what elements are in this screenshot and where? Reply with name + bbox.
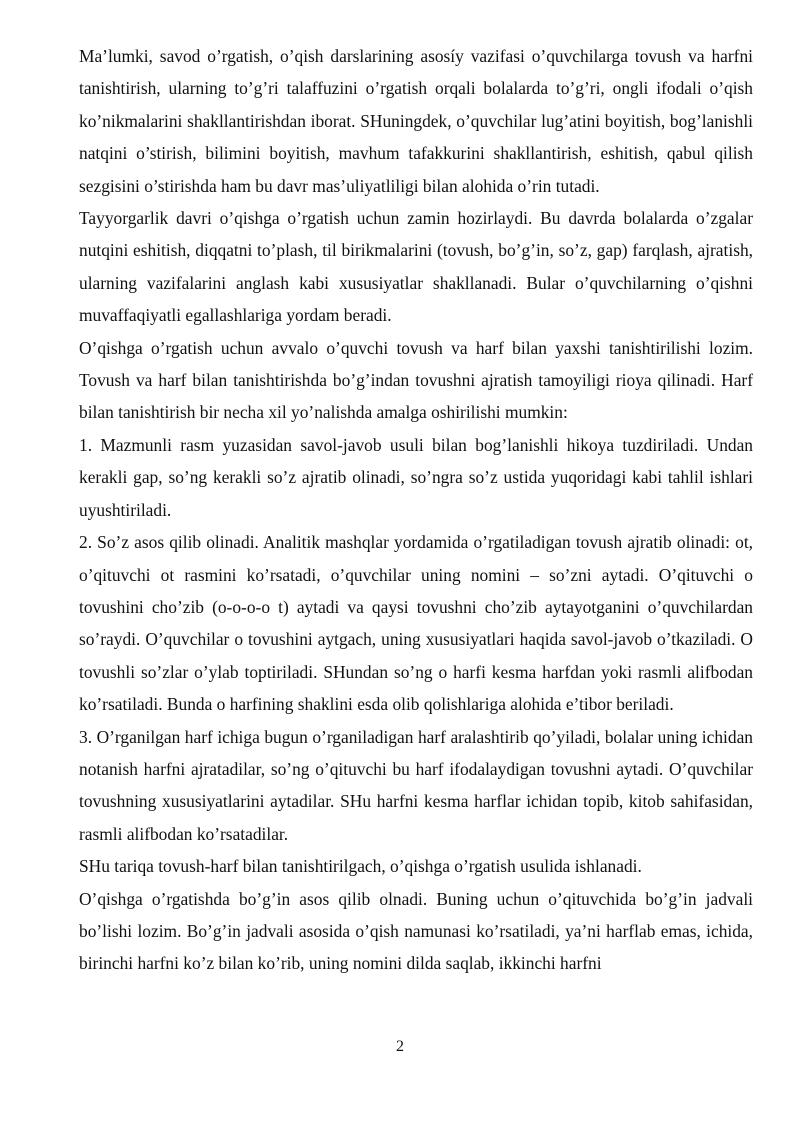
list-item-1: 1. Mazmunli rasm yuzasidan savol-javob usuli bilan bog’lanishli hikoya tuzdiriladi. Undan kerakli gap, so’ng kerakli so’z ajratib olinadi, so’ngra so’z ustida yuqoridagi kabi tahlil ishlari uyushtiriladi. — [79, 434, 753, 520]
paragraph-syllable: O’qishga o’rgatishda bo’g’in asos qilib olnadi. Buning uchun o’qituvchida bo’g’in jadvali bo’lishi lozim. Bo’g’in jadvali asosida o’qish namunasi ko’rsatiladi, ya’ni harflab emas, ichida, birinchi harfni ko’z bilan ko’rib, uning nomini dilda saqlab, ikkinchi harfni — [79, 888, 753, 974]
paragraph-intro: Ma’lumki, savod o’rgatish, o’qish darslarining asosíy vazifasi o’quvchilarga tovush va harfni tanishtirish, ularning to’g’ri talaffuzini o’rgatish orqali bolalarda to’g’ri, ongli ifodali o’qish ko’nikmalarini shakllantirishdan iborat. SHuningdek, o’quvchilar lug’atini boyitish, bog’lanishli natqini o’stirish, bilimini boyitish, mavhum tafakkurini shakllantirish, eshitish, qabul qilish sezgisini o’stirishda ham bu davr mas’uliyatliligi bilan alohida o’rin tutadi. — [79, 46, 753, 196]
list-item-3: 3. O’rganilgan harf ichiga bugun o’rganiladigan harf aralashtirib qo’yiladi, bolalar uning ichidan notanish harfni ajratadilar, so’ng o’qituvchi bu harf ifodalaydigan tovushni aytadi. O’quvchilar tovushning xususiyatlarini aytadilar. SHu harfni kesma harflar ichidan topib, kitob sahifasidan, rasmli alifbodan ko’rsatadilar. — [79, 726, 753, 844]
paragraph-preparation-period: Tayyorgarlik davri o’qishga o’rgatish uchun zamin hozirlaydi. Bu davrda bolalarda o’zgalar nutqini eshitish, diqqatni to’plash, til birikmalarini (tovush, bo’g’in, so’z, gap) farqlash, ajratish, ularning vazifalarini anglash kabi xususiyatlar shakllanadi. Bular o’quvchilarning o’qishni muvaffaqiyatli egallashlariga yordam beradi. — [79, 208, 753, 326]
document-page — [79, 40, 753, 980]
paragraph-sound-letter: O’qishga o’rgatish uchun avvalo o’quvchi tovush va harf bilan yaxshi tanishtirilishi lozim. Tovush va harf bilan tanishtirishda bo’g’indan tovushni ajratish tamoyiligi rioya qilinadi. Harf bilan tanishtirish bir necha xil yo’nalishda amalga oshirilishi mumkin: — [79, 337, 753, 423]
paragraph-summary: SHu tariqa tovush-harf bilan tanishtirilgach, o’qishga o’rgatish usulida ishlanadi. — [79, 856, 642, 877]
list-item-2: 2. So’z asos qilib olinadi. Analitik mashqlar yordamida o’rgatiladigan tovush ajratib olinadi: ot, o’qituvchi ot rasmini ko’rsatadi, o’quvchilar uning nomini – so’zni aytadi. O’qituvchi o tovushini cho’zib (o-o-o-o t) aytadi va qaysi tovushni cho’zib aytayotganini o’quvchilardan so’raydi. O’quvchilar o tovushini aytgach, uning xususiyatlari haqida savol-javob o’tkaziladi. O tovushli so’zlar o’ylab toptiriladi. SHundan so’ng o harfi kesma harfdan yoki rasmli alifbodan ko’rsatiladi. Bunda o harfining shaklini esda olib qolishlariga alohida e’tibor beriladi. — [79, 532, 753, 715]
page-number: 2 — [396, 1038, 404, 1055]
